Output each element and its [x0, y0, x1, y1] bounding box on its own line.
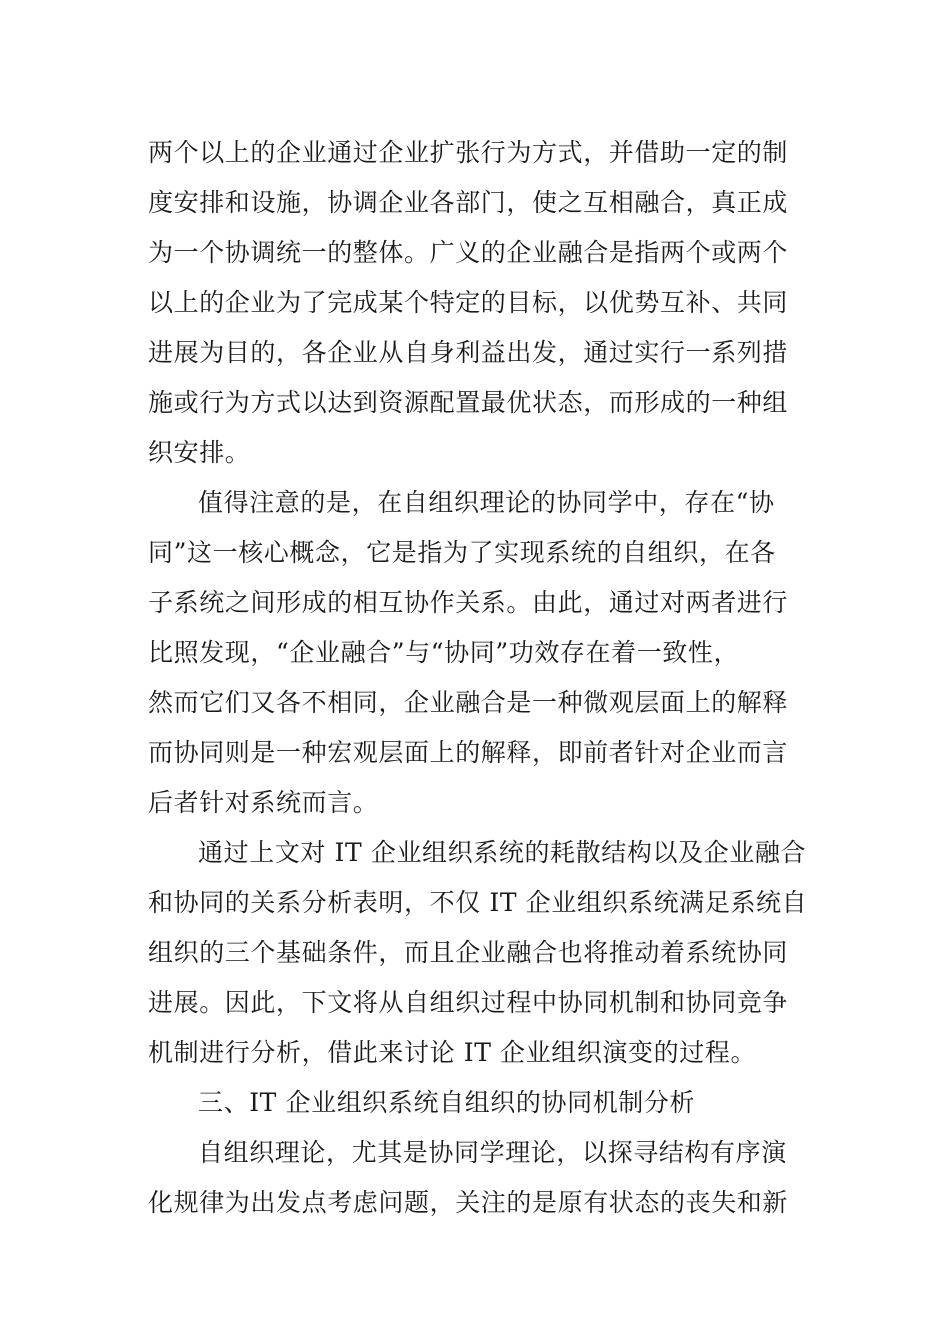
text-line: 而协同则是一种宏观层面上的解释，即前者针对企业而言 [148, 738, 789, 767]
text-line: 后者针对系统而言。 [148, 788, 379, 817]
text-line: 度安排和设施，协调企业各部门，使之互相融合，真正成 [148, 188, 789, 217]
text-line: 两个以上的企业通过企业扩张行为方式，并借助一定的制 [148, 138, 789, 167]
text-line: 自组织理论，尤其是协同学理论，以探寻结构有序演 [198, 1138, 787, 1167]
text-line: 化规律为出发点考虑问题，关注的是原有状态的丧失和新 [148, 1188, 789, 1217]
text-line: 机制进行分析，借此来讨论 IT 企业组织演变的过程。 [148, 1038, 757, 1067]
text-line: 以上的企业为了完成某个特定的目标，以优势互补、共同 [148, 288, 789, 317]
text-line: 组织的三个基础条件，而且企业融合也将推动着系统协同 [148, 938, 789, 967]
text-line: 同”这一核心概念，它是指为了实现系统的自组织，在各 [148, 538, 776, 567]
text-line: 进展为目的，各企业从自身利益出发，通过实行一系列措 [148, 338, 789, 367]
text-line: 和协同的关系分析表明，不仅 IT 企业组织系统满足系统自 [148, 888, 808, 917]
text-line: 进展。因此，下文将从自组织过程中协同机制和协同竞争 [148, 988, 789, 1017]
text-line: 子系统之间形成的相互协作关系。由此，通过对两者进行 [148, 588, 789, 617]
text-line: 织安排。 [148, 438, 251, 467]
text-line: 然而它们又各不相同，企业融合是一种微观层面上的解释 [148, 688, 789, 717]
text-line: 施或行为方式以达到资源配置最优状态，而形成的一种组 [148, 388, 789, 417]
text-line: 比照发现，“企业融合”与“协同”功效存在着一致性， [148, 638, 740, 667]
text-line: 为一个协调统一的整体。广义的企业融合是指两个或两个 [148, 238, 789, 267]
text-line: 值得注意的是，在自组织理论的协同学中，存在“协 [198, 488, 775, 517]
text-line: 通过上文对 IT 企业组织系统的耗散结构以及企业融合 [198, 838, 807, 867]
section-heading: 三、IT 企业组织系统自组织的协同机制分析 [198, 1088, 696, 1117]
